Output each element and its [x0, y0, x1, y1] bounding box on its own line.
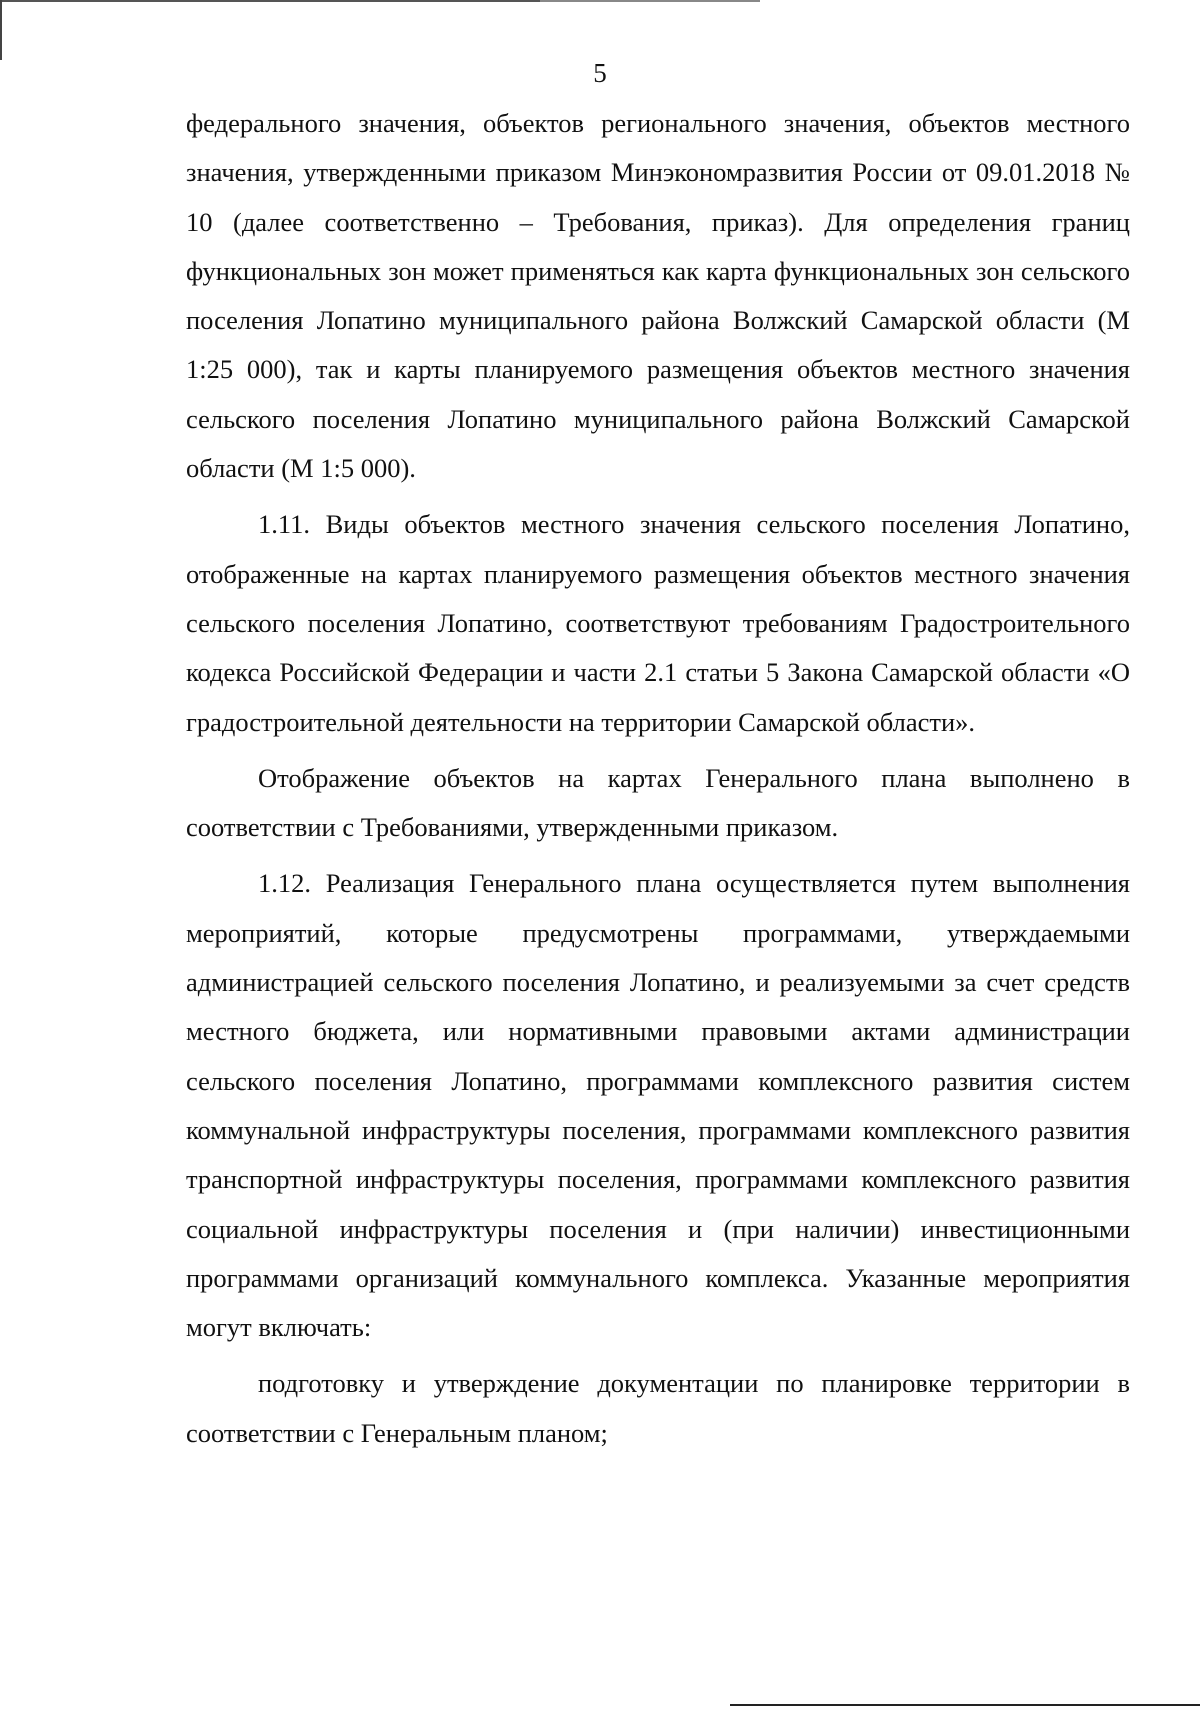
document-body [186, 99, 1130, 1465]
scan-edge-bottom [730, 1704, 1200, 1706]
page-number: 5 [593, 58, 607, 88]
paragraph-continuation: федерального значения, объектов регионального значения, объектов местного значения, утвержденными приказом Минэкономразвития России от 09.01.2018 № 10 (далее соответственно – Требования, приказ). Для определения границ функциональных зон может применяться как карта функциональных зон сельского поселения Лопатино муниципального района Волжский Самарской области (М 1:25 000), так и карты планируемого размещения объектов местного значения сельского поселения Лопатино муниципального района Волжский Самарской области (М 1:5 000). [186, 108, 1130, 484]
scan-edge-left [0, 0, 2, 60]
paragraph-1-11: 1.11. Виды объектов местного значения сельского поселения Лопатино, отображенные на картах планируемого размещения объектов местного значения сельского поселения Лопатино, соответствуют требованиям Градостроительного кодекса Российской Федерации и части 2.1 статьи 5 Закона Самарской области «О градостроительной деятельности на территории Самарской области». [186, 509, 1130, 737]
paragraph-display-objects: Отображение объектов на картах Генерального плана выполнено в соответствии с Требованиями, утвержденными приказом. [186, 762, 1130, 843]
scan-edge-top-faint [540, 0, 760, 2]
paragraph-1-12: 1.12. Реализация Генерального плана осуществляется путем выполнения мероприятий, которые предусмотрены программами, утверждаемыми администрацией сельского поселения Лопатино, и реализуемыми за счет средств местного бюджета, или нормативными правовыми актами администрации сельского поселения Лопатино, программами комплексного развития систем коммунальной инфраструктуры поселения, программами комплексного развития транспортной инфраструктуры поселения, программами комплексного развития социальной инфраструктуры поселения и (при наличии) инвестиционными программами организаций коммунального комплекса. Указанные мероприятия могут включать: [186, 868, 1130, 1343]
paragraph-planning-docs: подготовку и утверждение документации по планировке территории в соответствии с Генеральным планом; [186, 1368, 1130, 1448]
